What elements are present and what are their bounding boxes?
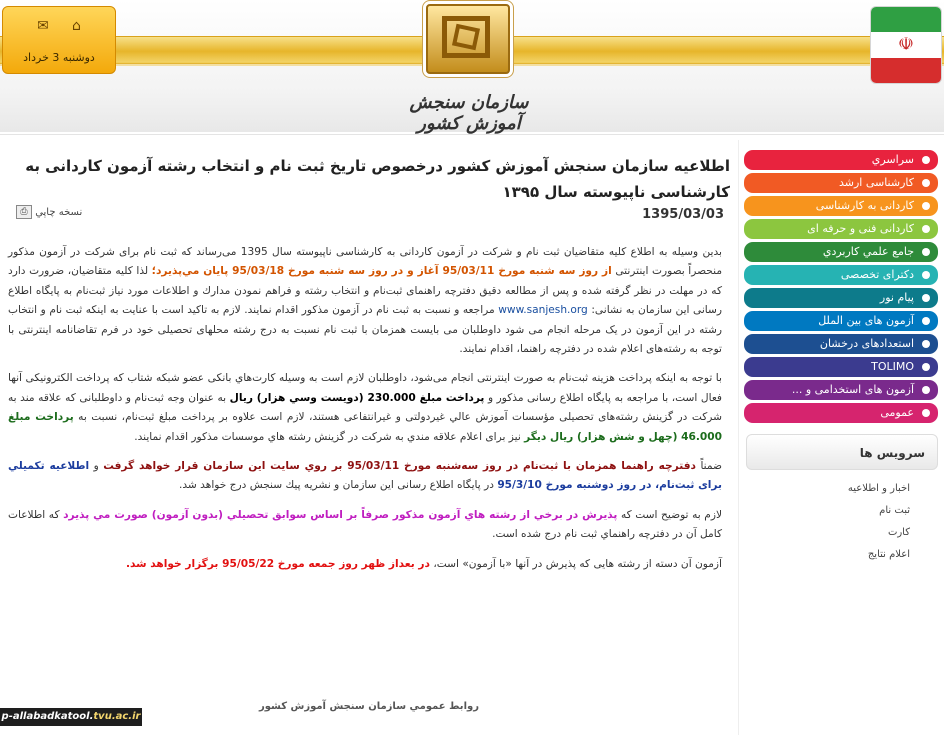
sidebar-item-label: جامع علمي کاربردي [822, 245, 914, 258]
bullet-icon [922, 340, 930, 348]
sidebar-item-7[interactable] [744, 311, 938, 331]
paragraph-2: با توجه به اینکه پرداخت هزینه ثبت‌نام به صورت اینترنتی انجام می‌شود، داوطلبان لازم است به وسیله کارت‌هاي بانکی عضو شبکه شتاب که پرداخت الکترونیکی آنها فعال است، با مراجعه به پایگاه اطلاع رسانی مذکور و پرداخت مبلغ 230.000 (دویست وسي هزار) ريال به عنوان وجه ثبت‌نام و داوطلبانی که علاقه مند به شرکت در گزینش رشته‌های تحصیلی مؤسسات آموزش عالي غیردولتی و غیرانتفاعی هستند، لازم است علاوه بر پرداخت مبلغ ثبت‌نام، نسبت به پرداخت مبلغ 46.000 (چهل و شش هزار) ريال دیگر نیز برای اعلام علاقه مندي به شرکت در گزينش رشته هاي موسسات مذکور اقدام نمایند. [8, 372, 722, 443]
paragraph-4: لازم به توضیح است که پذیرش در برخي از رشته هاي آزمون مذکور صرفاً بر اساس سوابق تحصیلي (بدون آزمون) صورت مي پذیرد که اطلاعات کامل آن در دفترچه راهنماي ثبت نام درج شده است. [8, 508, 722, 541]
service-link[interactable]: اخبار و اطلاعیه [847, 483, 910, 494]
site-logo[interactable] [426, 4, 510, 74]
paragraph-3: ضمناً دفترچه راهنما همزمان با ثبت‌نام در روز سه‌شنبه مورخ 95/03/11 بر روي سایت این سازمان قرار خواهد گرفت و اطلاعیه تکمیلي برای ثبت‌نام، در روز دوشنبه مورخ 95/3/10 در پایگاه اطلاع رسانی این سازمان و نشریه پیك سنجش درج خواهد شد. [8, 460, 722, 492]
service-link[interactable]: اعلام نتايج [867, 549, 910, 560]
services-title: سرویس ها [746, 434, 938, 470]
sidebar-item-8[interactable] [744, 334, 938, 354]
bullet-icon [922, 317, 930, 325]
bullet-icon [922, 363, 930, 371]
bullet-icon [922, 386, 930, 394]
bullet-icon [922, 248, 930, 256]
bullet-icon [922, 225, 930, 233]
site-header [0, 0, 944, 132]
sidebar-item-label: پيام نور [879, 291, 914, 304]
service-link[interactable]: کارت [887, 527, 910, 538]
sidebar-item-label: استعدادهای درخشان [819, 337, 914, 350]
sidebar-item-label: کاردانی فنی و حرفه ای [807, 222, 914, 235]
sidebar-item-6[interactable] [744, 288, 938, 308]
sidebar-item-label: کارشناسی ارشد [838, 176, 914, 189]
sidebar-item-label: کاردانی به کارشناسی [815, 199, 914, 212]
paragraph-5: آزمون آن دسته از رشته هایی که پذیرش در آنها «با آزمون» است، در بعداز ظهر روز جمعه مورخ 95/05/22 برگزار خواهد شد. [126, 557, 722, 570]
sidebar-item-label: عمومی [880, 406, 914, 419]
sidebar-item-4[interactable] [744, 242, 938, 262]
article-body [8, 243, 722, 584]
iran-flag-icon: ☫ [870, 6, 942, 84]
sidebar-nav [744, 150, 938, 426]
sidebar-item-1[interactable] [744, 173, 938, 193]
sidebar-item-label: TOLIMO [871, 360, 914, 373]
bullet-icon [922, 179, 930, 187]
current-date: دوشنبه 3 خرداد [23, 51, 95, 64]
date-widget [2, 6, 116, 74]
mail-icon[interactable]: ✉ [37, 18, 49, 34]
org-title: سازمان سنجش آموزش کشور [409, 92, 529, 134]
paragraph-1: بدین وسیله به اطلاع کلیه متقاضیان ثبت نام و شرکت در آزمون کاردانی به کارشناسی ناپیوسته سال 1395 می‌رساند که ثبت نام برای شرکت در آزمون مذکور منحصراً بصورت اینترنتی از روز سه شنبه مورخ 95/03/11 آغاز و در روز سه شنبه مورخ 95/03/18 پایان مي‌پذيرد؛ لذا کلیه متقاضیان، ضرورت دارد که در مهلت در نظر گرفته شده و پس از مطالعه دقیق دفترچه راهنمای ثبت‌نام و انتخاب رشته و فراهم نمودن مدارك و اطلاعات مورد نیاز ثبت‌نام به پایگاه اطلاع رسانی این سازمان به نشانی: www.sanjesh.org مراجعه و نسبت به ثبت نام در آزمون مذکور اقدام نمایند. لازم به تاکید است با عنایت به اینکه ثبت نام و انتخاب رشته در این آزمون در یک مرحله انجام می شود داوطلبان می بایست همزمان با ثبت نام نسبت به درج رشته محلهای تحصیلی خود در فرم تقاضانامه اینترنتی با توجه به رشته‌های اعلام شده در دفترچه راهنما، اقدام نمایند. [8, 246, 723, 356]
service-link[interactable]: ثبت نام [879, 505, 910, 516]
bullet-icon [922, 202, 930, 210]
services-panel [746, 434, 938, 566]
sidebar-item-label: دکترای تخصصی [840, 268, 914, 281]
sidebar-item-2[interactable] [744, 196, 938, 216]
article-footer: روابط عمومي سازمان سنجش آموزش کشور [259, 701, 479, 712]
printer-icon: ⎙ [16, 205, 32, 219]
article-date: 1395/03/03 [642, 207, 724, 222]
sidebar-item-3[interactable] [744, 219, 938, 239]
home-icon[interactable]: ⌂ [71, 18, 81, 34]
services-list [746, 478, 938, 566]
sidebar-item-9[interactable] [744, 357, 938, 377]
article-title: اطلاعیه سازمان سنجش آموزش کشور درخصوص تاریخ ثبت نام و انتخاب رشته آزمون کاردانی به کارشناسی ناپیوسته سال ۱۳۹۵ [25, 157, 730, 201]
bullet-icon [922, 294, 930, 302]
sidebar-item-0[interactable] [744, 150, 938, 170]
print-link[interactable]: ⎙ نسخه چاپي [12, 205, 82, 219]
sidebar-item-11[interactable] [744, 403, 938, 423]
sidebar-item-5[interactable] [744, 265, 938, 285]
bullet-icon [922, 409, 930, 417]
sanjesh-link[interactable]: www.sanjesh.org [498, 304, 588, 317]
sidebar-item-label: آزمون های استخدامی و ... [791, 383, 914, 396]
bullet-icon [922, 271, 930, 279]
bullet-icon [922, 156, 930, 164]
watermark: p-allabadkatool.tvu.ac.ir [0, 708, 142, 726]
sidebar-item-label: آزمون های بين الملل [818, 314, 914, 327]
sidebar-item-label: سراسري [871, 153, 914, 166]
sidebar-item-10[interactable] [744, 380, 938, 400]
